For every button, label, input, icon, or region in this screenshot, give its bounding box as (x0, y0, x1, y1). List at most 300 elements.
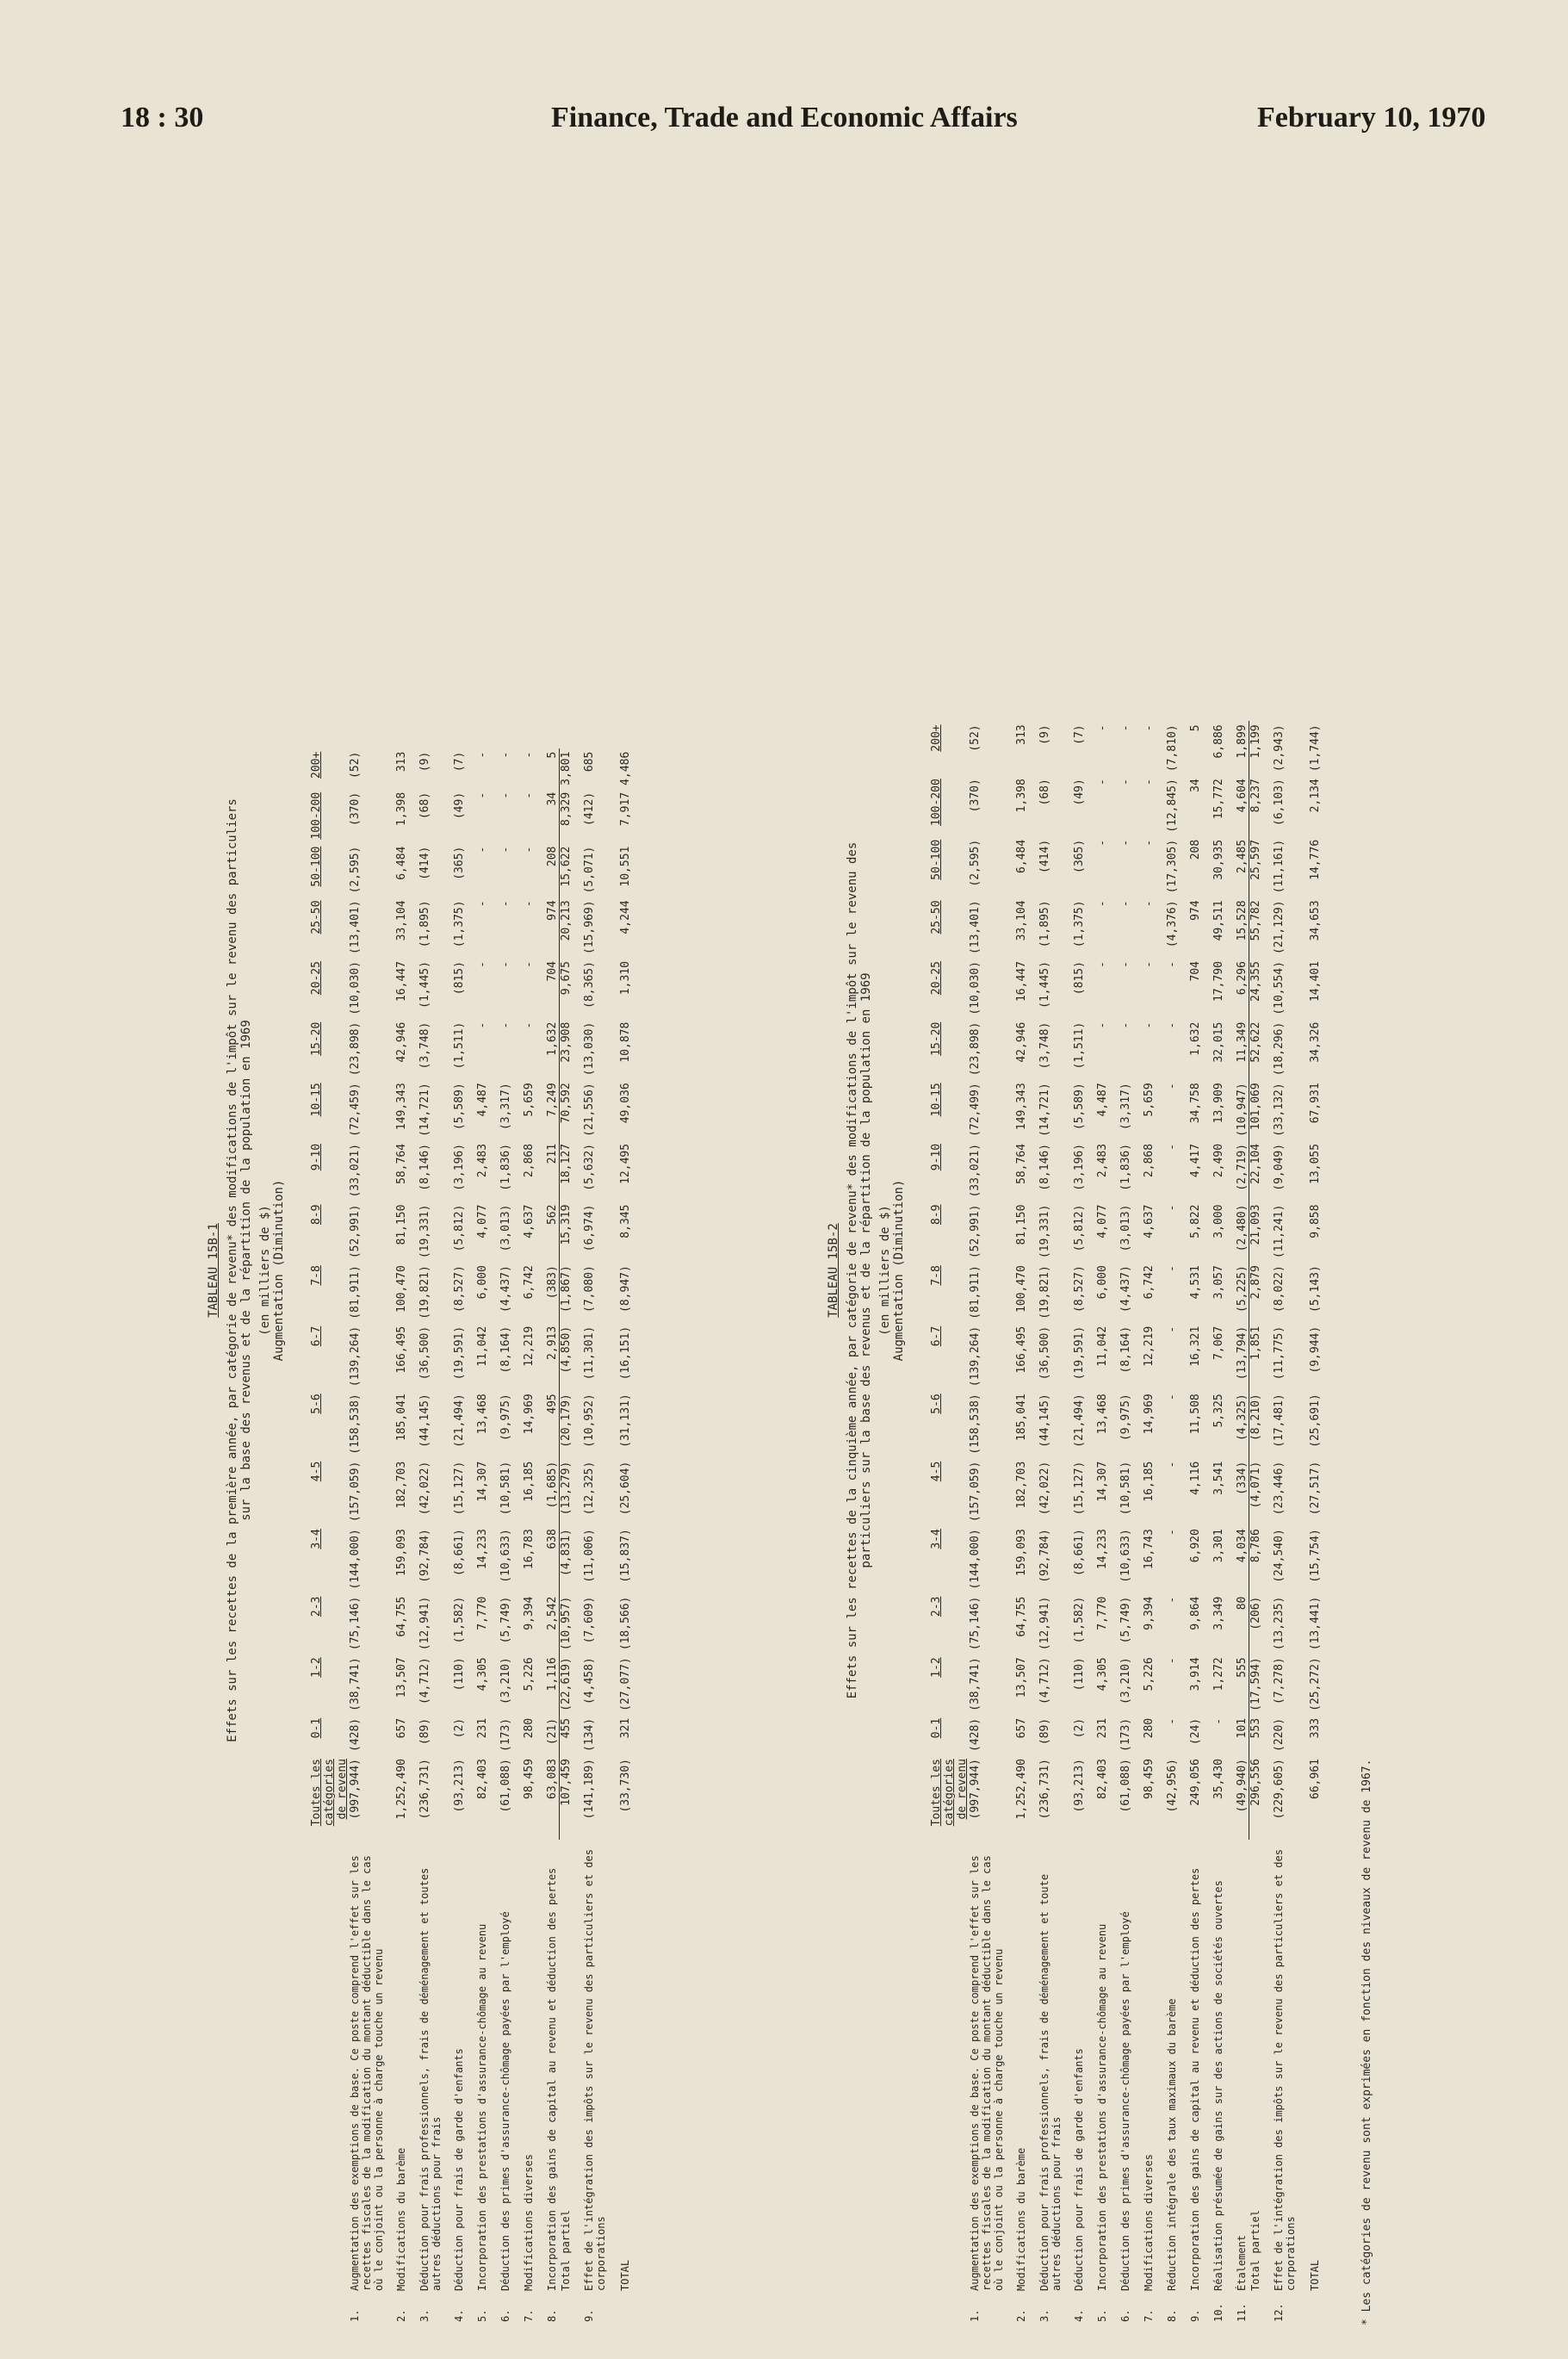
table-cell: (158,538) (349, 1394, 362, 1455)
table-cell: (7,810) (1166, 724, 1179, 773)
page-date: February 10, 1970 (1257, 102, 1486, 133)
table-cell: (1,836) (499, 1143, 512, 1191)
table-cell: (15,127) (1073, 1461, 1086, 1516)
table-cell: (93,213) (453, 1759, 466, 1813)
table-cell: 296,556 (1249, 1755, 1263, 1840)
table-cell: 321 (619, 1717, 632, 1739)
table-cell: (334) (1236, 1461, 1249, 1495)
table-cell: (8,146) (418, 1143, 431, 1191)
table-cell: (412) (583, 792, 596, 826)
table-header-row (930, 721, 969, 2325)
table-cell: (10,957) (560, 1593, 573, 1654)
table-cell: (89) (418, 1717, 431, 1746)
table-cell: (383) (546, 1265, 559, 1300)
table-cell: 14,969 (523, 1394, 536, 1435)
row-label: Incorporation des gains de capital au revenu et déduction des pertes (1189, 1867, 1201, 2291)
table-caption: Effets sur les recettes de la cinquième année, par catégorie de revenu* des modifications de l'impôt sur le revenu des particuliers sur la base des revenus et de la répartition de la population en 1969 (846, 841, 873, 1699)
table-cell: (7,080) (583, 1265, 596, 1313)
table-cell: - (1166, 1325, 1179, 1333)
table-cell: 13,909 (1212, 1083, 1225, 1124)
table-cell: (13,401) (969, 900, 982, 955)
table-cell: 159,093 (395, 1529, 408, 1576)
table-cell: - (1119, 961, 1132, 968)
table-cell: (8,661) (453, 1529, 466, 1576)
table-cell: (5,589) (1073, 1083, 1086, 1131)
table-cell: (139,264) (349, 1325, 362, 1387)
table-cell: - (1143, 779, 1156, 785)
table-cell: 5,822 (1189, 1204, 1202, 1238)
table-cell: 3,000 (1212, 1204, 1225, 1238)
table-cell: (8,661) (1073, 1529, 1086, 1576)
table-cell: 13,468 (1096, 1394, 1109, 1435)
table-cell: (89) (1038, 1717, 1051, 1746)
table-cell: 64,755 (395, 1596, 408, 1637)
column-header: 15-20 (310, 1021, 323, 1056)
table-cell: 4,244 (619, 900, 632, 934)
table-header-row (310, 748, 349, 2325)
table-row (1225, 721, 1249, 2325)
table-row (408, 748, 443, 2325)
table-cell: 20,213 (560, 897, 573, 958)
table-cell: (14,721) (418, 1083, 431, 1137)
table-cell: (1,582) (453, 1596, 466, 1644)
column-header: 9-10 (930, 1143, 943, 1171)
table-cell: - (476, 792, 489, 799)
column-header: 9-10 (310, 1143, 323, 1171)
table-cell: 81,150 (1015, 1204, 1028, 1245)
row-label: Incorporation des prestations d'assurance-chômage au revenu (1096, 1923, 1108, 2291)
table-cell: (1,445) (418, 961, 431, 1009)
table-cell: 16,321 (1189, 1325, 1202, 1367)
table-row (489, 748, 512, 2325)
table-cell: (42,022) (418, 1461, 431, 1516)
table-cell: 9,394 (523, 1596, 536, 1630)
row-number: 2. (1015, 2309, 1027, 2322)
row-number: 7. (523, 2309, 535, 2322)
table-cell: (7) (1073, 724, 1086, 745)
table-cell: 6,000 (1096, 1265, 1109, 1300)
table-cell: 15,319 (560, 1201, 573, 1263)
table-cell: 11,508 (1189, 1394, 1202, 1435)
table-cell: (11,775) (1273, 1325, 1286, 1381)
table-cell: 8,329 (560, 789, 573, 843)
table-cell: (8,022) (1273, 1265, 1286, 1313)
table-cell: - (1166, 1083, 1179, 1090)
row-label: Total partiel (1249, 2210, 1261, 2291)
table-cell: 6,742 (523, 1265, 536, 1300)
table-cell: (33,132) (1273, 1083, 1286, 1137)
table-cell: 2,542 (546, 1596, 559, 1630)
table-cell: 10,551 (619, 846, 632, 887)
column-header: 6-7 (310, 1325, 323, 1347)
table-cell: 101 (1236, 1717, 1249, 1739)
table-cell: 34,653 (1309, 900, 1322, 941)
table-cell: (61,088) (1119, 1759, 1132, 1813)
table-cell: (428) (349, 1717, 362, 1752)
table-cell: 14,233 (1096, 1529, 1109, 1570)
table-cell: 4,077 (1096, 1204, 1109, 1238)
table-cell: (3,210) (499, 1657, 512, 1705)
table-cell: (21,556) (583, 1083, 596, 1137)
table-cell: (5,749) (499, 1596, 512, 1644)
table-cell: 82,403 (1096, 1759, 1109, 1799)
table-cell: (2) (453, 1717, 466, 1739)
row-number (1249, 2294, 1263, 2325)
table-cell: 34,758 (1189, 1083, 1202, 1124)
table-cell: (92,784) (418, 1529, 431, 1583)
table-cell: (3,317) (499, 1083, 512, 1131)
table-cell: (33,021) (969, 1143, 982, 1198)
table-cell: 4,034 (1236, 1529, 1249, 1563)
table-row (573, 748, 607, 2325)
row-number: 12. (1273, 2303, 1285, 2322)
table-cell: (220) (1273, 1717, 1286, 1752)
table-cell: - (1143, 961, 1156, 968)
table-cell: (1,685) (546, 1461, 559, 1509)
row-label: Réalisation présumée de gains sur des actions de sociétés ouvertes (1212, 1880, 1224, 2291)
table-cell: (1,375) (453, 900, 466, 948)
table-cell: (1,375) (1073, 900, 1086, 948)
table-cell: (42,022) (1038, 1461, 1051, 1516)
table-cell: (23,446) (1273, 1461, 1286, 1516)
table-cell: (75,146) (349, 1596, 362, 1651)
table-cell: (3,196) (453, 1143, 466, 1191)
table-cell: (27,077) (619, 1657, 632, 1711)
table-cell: 6,886 (1212, 724, 1225, 759)
column-header: 0-1 (930, 1717, 943, 1739)
table-row (536, 748, 560, 2325)
table-cell: - (499, 961, 512, 968)
table-cell: 16,447 (1015, 961, 1028, 1003)
table-cell: (93,213) (1073, 1759, 1086, 1813)
table-row (1262, 721, 1297, 2325)
table-cell: - (1166, 1657, 1179, 1665)
table-cell: (11,161) (1273, 839, 1286, 894)
table-cell: (10,952) (583, 1394, 596, 1448)
table-cell: 70,592 (560, 1079, 573, 1140)
table-cell: (36,500) (1038, 1325, 1051, 1381)
table-cell: (10,554) (1273, 961, 1286, 1015)
table-cell: 6,484 (395, 846, 408, 880)
table-cell: 58,764 (1015, 1143, 1028, 1184)
row-label: Incorporation des prestations d'assurance-chômage au revenu (476, 1923, 488, 2291)
row-label: Déduction pour frais professionnels, frais de déménagement et toute autres déductions pour frais (1038, 1873, 1063, 2291)
table-cell: - (1119, 779, 1132, 785)
column-header: 1-2 (930, 1657, 943, 1678)
table-cell: (9,975) (1119, 1394, 1132, 1442)
table-cell: (1,836) (1119, 1143, 1132, 1191)
table-cell: (33,730) (619, 1759, 632, 1813)
column-header: 4-5 (310, 1461, 323, 1482)
column-header: 6-7 (930, 1325, 943, 1347)
table-cell: 11,042 (1096, 1325, 1109, 1367)
table-cell: 30,935 (1212, 839, 1225, 880)
table-row (1132, 721, 1156, 2325)
table-cell: 10,878 (619, 1021, 632, 1063)
table-cell: 2,868 (523, 1143, 536, 1178)
table-cell: 638 (546, 1529, 559, 1549)
table-row (1179, 721, 1202, 2325)
table-cell: 52,622 (1249, 1019, 1263, 1080)
table-cell: 231 (1096, 1717, 1109, 1739)
table-cell: (12,845) (1166, 779, 1179, 833)
table-cell: - (1212, 1717, 1225, 1725)
column-header: 15-20 (930, 1021, 943, 1056)
table-cell: (19,591) (453, 1325, 466, 1381)
column-header: Toutes les catégories de revenu (930, 1759, 969, 1827)
table-cell: - (499, 751, 512, 759)
row-number: 5. (1096, 2309, 1108, 2322)
table-cell: (1,445) (1038, 961, 1051, 1009)
table-cell: 14,969 (1143, 1394, 1156, 1435)
table-cell: (414) (418, 846, 431, 880)
table-cell: (4,376) (1166, 900, 1179, 948)
row-number (1297, 2294, 1322, 2325)
table-cell: 704 (1189, 961, 1202, 982)
table-cell: 64,755 (1015, 1596, 1028, 1637)
table-row (1297, 721, 1322, 2325)
table-cell: (13,401) (349, 900, 362, 955)
table-cell: (11,241) (1273, 1204, 1286, 1259)
table-cell: (15,837) (619, 1529, 632, 1583)
table-cell: - (1166, 1204, 1179, 1212)
table-cell: (68) (418, 792, 431, 820)
table-cell: - (1143, 1021, 1156, 1029)
table-cell: - (1143, 900, 1156, 908)
row-label: Déduction pour frais de garde d'enfants (1073, 2048, 1085, 2291)
column-header: 20-25 (310, 961, 323, 996)
table-cell: (11,006) (583, 1529, 596, 1583)
table-cell: (2,595) (349, 846, 362, 894)
table-cell: 6,296 (1236, 961, 1249, 996)
table-cell: (13,279) (560, 1458, 573, 1525)
table-cell: 15,772 (1212, 779, 1225, 820)
table-cell: 2,490 (1212, 1143, 1225, 1178)
table-cell: 12,495 (619, 1143, 632, 1184)
table-cell: (25,272) (1309, 1657, 1322, 1711)
table-cell: 4,637 (523, 1204, 536, 1238)
table-cell: (75,146) (969, 1596, 982, 1651)
table-cell: 16,783 (523, 1529, 536, 1570)
table-cell: 12,219 (1143, 1325, 1156, 1367)
table-cell: 7,770 (476, 1596, 489, 1630)
table-cell: (815) (1073, 961, 1086, 996)
table-cell: - (1166, 1394, 1179, 1401)
table-cell: (9,944) (1309, 1325, 1322, 1374)
table-cell: 4,604 (1236, 779, 1249, 813)
table-cell: (21,494) (453, 1394, 466, 1448)
table-cell: - (523, 751, 536, 759)
table-cell: (14,721) (1038, 1083, 1051, 1137)
table-cell: 16,185 (523, 1461, 536, 1502)
table-cell: (23,898) (969, 1021, 982, 1077)
table-cell: 55,782 (1249, 897, 1263, 958)
table-cell: 6,920 (1189, 1529, 1202, 1563)
row-label: Étalement (1236, 2234, 1248, 2291)
table-cell: (16,151) (619, 1325, 632, 1381)
table-cell: - (499, 846, 512, 854)
column-header: 25-50 (930, 900, 943, 934)
table-cell: (52,991) (969, 1204, 982, 1259)
table-cell: 1,632 (1189, 1021, 1202, 1056)
table-cell: (44,145) (418, 1394, 431, 1448)
table-cell: 555 (1236, 1657, 1249, 1678)
table-cell: (12,941) (418, 1596, 431, 1651)
table-cell: (25,604) (619, 1461, 632, 1516)
table-cell: (18,296) (1273, 1021, 1286, 1077)
table-cell: 6,484 (1015, 839, 1028, 873)
column-header: 4-5 (930, 1461, 943, 1482)
table-cell: 42,946 (395, 1021, 408, 1063)
table-cell: (21) (546, 1717, 559, 1746)
table-cell: 2,134 (1309, 779, 1322, 813)
table-cell: (13,235) (1273, 1596, 1286, 1651)
table-cell: 1,199 (1249, 721, 1263, 775)
row-label: Déduction pour frais professionnels, frais de déménagement et toutes autres déductions pour frais (418, 1867, 443, 2291)
table-cell: (1,895) (1038, 900, 1051, 948)
table-cell: - (1096, 961, 1109, 968)
table-cell: - (1166, 1717, 1179, 1725)
table-cell: 4,487 (1096, 1083, 1109, 1117)
table-cell: 7,917 (619, 792, 632, 826)
table-cell: (815) (453, 961, 466, 996)
table-cell: - (1166, 1143, 1179, 1151)
table-cell: 208 (546, 846, 559, 867)
table-cell: 182,703 (1015, 1461, 1028, 1509)
table-cell: 5,226 (523, 1657, 536, 1692)
column-header: 3-4 (930, 1529, 943, 1549)
column-header: Toutes les catégories de revenu (310, 1759, 349, 1827)
table-cell: 149,343 (1015, 1083, 1028, 1131)
table-cell: 9,394 (1143, 1596, 1156, 1630)
table-cell: 22,104 (1249, 1140, 1263, 1201)
table-cell: (3,210) (1119, 1657, 1132, 1705)
row-number: 3. (418, 2309, 431, 2322)
table-cell: 11,042 (476, 1325, 489, 1367)
table-cell: 1,252,490 (1015, 1759, 1028, 1820)
table-cell: (15,127) (453, 1461, 466, 1516)
row-label: Effet de l'intégration des impôts sur le revenu des particuliers et des corporations (583, 1849, 607, 2291)
table-cell: 15,622 (560, 843, 573, 897)
table-cell: 12,219 (523, 1325, 536, 1367)
table-cell: (9,975) (499, 1394, 512, 1442)
row-number: 2. (395, 2309, 407, 2322)
table-cell: 1,899 (1236, 724, 1249, 759)
table-cell: 34 (546, 792, 559, 806)
table-cell: (1,744) (1309, 724, 1322, 773)
table-cell: 2,483 (476, 1143, 489, 1178)
page-title: Finance, Trade and Economic Affairs (551, 102, 1018, 133)
table-cell: (370) (969, 779, 982, 813)
table-cell: 16,743 (1143, 1529, 1156, 1570)
table-cell: (141,189) (583, 1759, 596, 1820)
table-cell: (81,911) (969, 1265, 982, 1319)
table-cell: - (1166, 961, 1179, 968)
table-cell: (17,481) (1273, 1394, 1286, 1448)
table-direction: Augmentation (Diminution) (272, 1179, 286, 1362)
table-cell: 455 (560, 1715, 573, 1755)
table-cell: (49) (1073, 779, 1086, 806)
table-cell: 15,528 (1236, 900, 1249, 941)
row-number (560, 2294, 573, 2325)
table-cell: (9) (1038, 724, 1051, 745)
table-cell: - (1143, 839, 1156, 847)
table-cell: 34 (1189, 779, 1202, 792)
table-cell: 101,069 (1249, 1079, 1263, 1140)
column-header: 10-15 (310, 1083, 323, 1117)
table-cell: 185,041 (395, 1394, 408, 1442)
column-header: 200+ (930, 724, 943, 752)
column-header: 100-200 (310, 792, 323, 840)
table-cell: 2,879 (1249, 1262, 1263, 1323)
column-header: 200+ (310, 751, 323, 779)
table-cell: (4,712) (1038, 1657, 1051, 1705)
row-label: Incorporation des gains de capital au revenu et déduction des pertes (546, 1867, 558, 2291)
table-cell: 974 (546, 900, 559, 921)
table-cell: - (1166, 1021, 1179, 1029)
row-number: 5. (476, 2309, 488, 2322)
row-label: Déduction des primes d'assurance-chômage payées par l'employé (499, 1911, 511, 2291)
column-header: 50-100 (310, 846, 323, 887)
table-row (512, 748, 536, 2325)
table-cell: (2,480) (1236, 1204, 1249, 1252)
table-cell: (6,103) (1273, 779, 1286, 826)
row-number: 7. (1143, 2309, 1155, 2322)
rotated-tables (172, 215, 1395, 2325)
table-cell: - (476, 1021, 489, 1029)
table-cell: (5,225) (1236, 1265, 1249, 1313)
table-cell: (1,511) (1073, 1021, 1086, 1070)
table-cell: (5,812) (1073, 1204, 1086, 1252)
table-unit: (en milliers de $) (258, 1205, 272, 1336)
table-cell: 8,786 (1249, 1525, 1263, 1592)
page-number: 18 : 30 (121, 102, 204, 133)
column-header: 3-4 (310, 1529, 323, 1549)
table-cell: (72,459) (349, 1083, 362, 1137)
table-cell: (19,821) (418, 1265, 431, 1319)
table-cell: 49,036 (619, 1083, 632, 1124)
table-cell: - (476, 900, 489, 908)
table-cell: 2,485 (1236, 839, 1249, 873)
table-cell: - (1119, 1021, 1132, 1029)
column-header: 5-6 (310, 1394, 323, 1414)
table-cell: (10,030) (349, 961, 362, 1015)
table-cell: - (1096, 1021, 1109, 1029)
table-cell: 495 (546, 1394, 559, 1414)
table-cell: (1,511) (453, 1021, 466, 1070)
table-cell: 3,349 (1212, 1596, 1225, 1630)
table-cell: (68) (1038, 779, 1051, 806)
table-cell: 80 (1236, 1596, 1249, 1611)
table-cell: (2) (1073, 1717, 1086, 1739)
table-row (1109, 721, 1132, 2325)
table-cell: 67,931 (1309, 1083, 1322, 1124)
table-cell: 1,398 (1015, 779, 1028, 813)
row-number: 8. (546, 2309, 558, 2322)
table-cell: 16,447 (395, 961, 408, 1003)
table-cell: 231 (476, 1717, 489, 1739)
row-label: Réduction intégrale des taux maximaux du barème (1166, 1998, 1178, 2291)
table-cell: 4,077 (476, 1204, 489, 1238)
table-cell: (36,500) (418, 1325, 431, 1381)
table-cell: (7) (453, 751, 466, 773)
row-label: Effet de l'intégration des impôts sur le revenu des particuliers et des corporations (1273, 1849, 1297, 2291)
table-cell: (10,947) (1236, 1083, 1249, 1137)
table-cell: (5,749) (1119, 1596, 1132, 1644)
table-cell: 23,908 (560, 1019, 573, 1080)
table-cell: 657 (395, 1717, 408, 1739)
table-cell: (4,712) (418, 1657, 431, 1705)
